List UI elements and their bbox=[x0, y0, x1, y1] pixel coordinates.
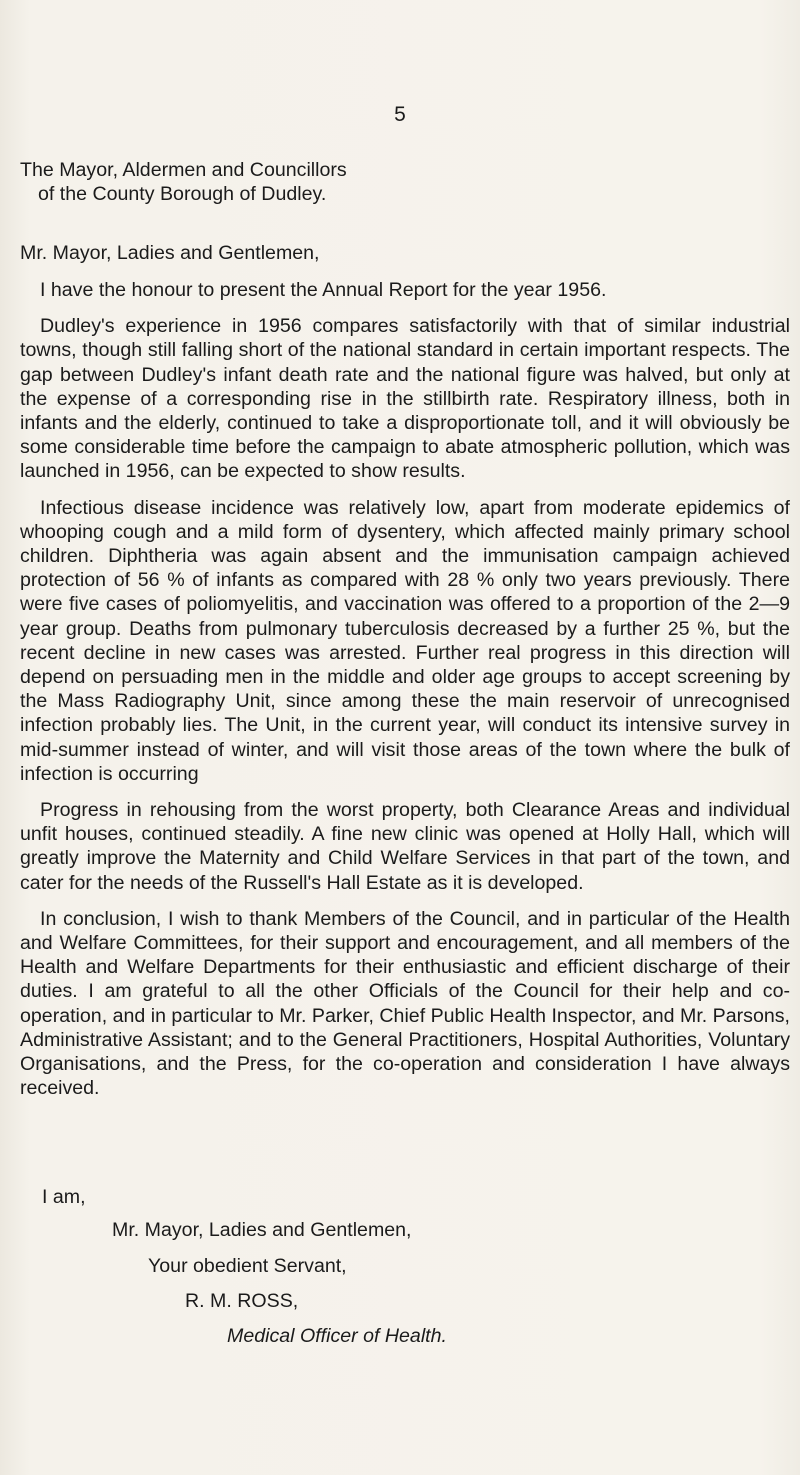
closing-i-am: I am, bbox=[42, 1186, 86, 1208]
paragraph-rehousing: Progress in rehousing from the worst property, both Clearance Areas and individual unfit houses, continued steadily. A fine new clinic was opened at Holly Hall, which will greatly improve the Maternity and Child Welfare Services in that part of the town, and cater for the needs of the Russell's Hall Estate as it is developed. bbox=[20, 799, 790, 894]
salutation: Mr. Mayor, Ladies and Gentlemen, bbox=[20, 242, 320, 264]
paragraph-intro: I have the honour to present the Annual Report for the year 1956. bbox=[40, 279, 607, 301]
addressee-line-2: of the County Borough of Dudley. bbox=[38, 183, 327, 206]
signatory-title: Medical Officer of Health. bbox=[227, 1325, 447, 1347]
paragraph-conclusion: In conclusion, I wish to thank Members of the Council, and in particular of the Health and Welfare Committees, for their support and encouragement, and all members of the Health and Welfare Departments for their enthusiastic and efficient discharge of their duties. I am grateful to all the other Officials of the Council for their help and co-operation, and in particular to Mr. Parker, Chief Public Health Inspector, and Mr. Parsons, Administrative Assistant; and to the General Practitioners, Hospital Authorities, Voluntary Organisations, and the Press, for the co-operation and consideration I have always received. bbox=[20, 907, 790, 1100]
signatory-name: R. M. ROSS, bbox=[185, 1290, 299, 1312]
closing-servant: Your obedient Servant, bbox=[148, 1255, 347, 1277]
page-number: 5 bbox=[394, 103, 406, 126]
paragraph-infectious-disease: Infectious disease incidence was relatively low, apart from moderate epidemics of whooping cough and a mild form of dysentery, which affected mainly primary school children. Diphtheria was again absent and the immunisation campaign achieved protection of 56 % of infants as compared with 28 % only two years previously. There were five cases of poliomyelitis, and vaccination was offered to a proportion of the 2—9 year group. Deaths from pulmonary tuberculosis decreased by a further 25 %, but the recent decline in new cases was arrested. Further real progress in this direction will depend on persuading men in the middle and older age groups to accept screening by the Mass Radiography Unit, since among these the main reservoir of unrecognised infection probably lies. The Unit, in the current year, will conduct its intensive survey in mid-summer instead of winter, and will visit those areas of the town where the bulk of infection is occurring bbox=[20, 496, 790, 785]
closing-salutation: Mr. Mayor, Ladies and Gentlemen, bbox=[112, 1219, 412, 1241]
addressee-line-1: The Mayor, Aldermen and Councillors bbox=[20, 159, 347, 181]
addressee-block bbox=[20, 158, 790, 206]
paragraph-experience: Dudley's experience in 1956 compares satisfactorily with that of similar industrial towns, though still falling short of the national standard in certain important respects. The gap between Dudley's infant death rate and the national figure was halved, but only at the expense of a corresponding rise in the stillbirth rate. Respiratory illness, both in infants and the elderly, continued to take a disproportionate toll, and it will obviously be some considerable time before the campaign to abate atmospheric pollution, which was launched in 1956, can be expected to show results. bbox=[20, 315, 790, 483]
letter-body bbox=[20, 278, 790, 1113]
